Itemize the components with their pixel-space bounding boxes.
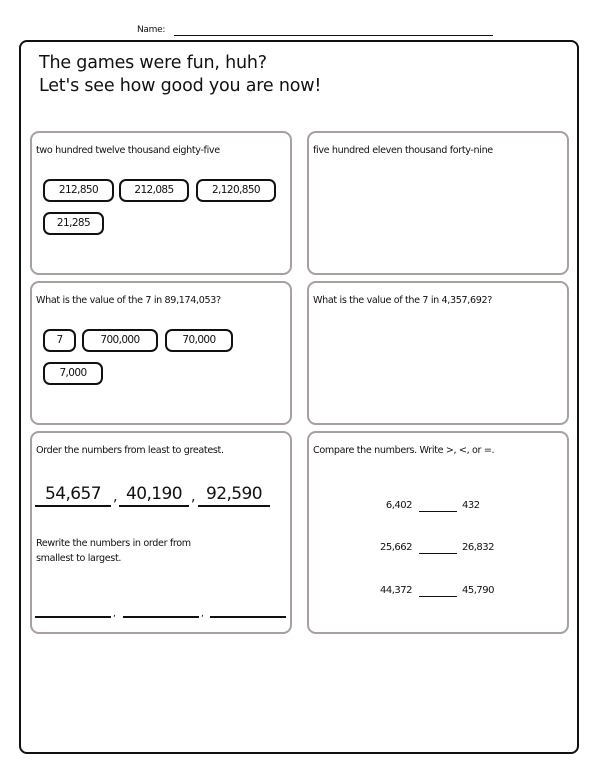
question-prompt: five hundred eleven thousand forty-nine bbox=[313, 145, 493, 156]
panel-compare bbox=[307, 431, 569, 634]
answer-option[interactable]: 212,085 bbox=[119, 179, 189, 202]
answer-option[interactable]: 7,000 bbox=[43, 362, 103, 385]
compare-row bbox=[309, 500, 567, 514]
answer-option[interactable]: 212,850 bbox=[43, 179, 114, 202]
question-prompt: Compare the numbers. Write >, <, or =. bbox=[313, 445, 495, 456]
compare-left-number: 25,662 bbox=[380, 542, 412, 553]
title-line-2: Let's see how good you are now! bbox=[39, 76, 322, 96]
question-prompt: What is the value of the 7 in 4,357,692? bbox=[313, 295, 492, 306]
question-prompt: two hundred twelve thousand eighty-five bbox=[36, 145, 220, 156]
panel-word-to-number-1 bbox=[30, 131, 292, 275]
panel-ordering bbox=[30, 431, 292, 634]
answer-blank[interactable] bbox=[35, 616, 111, 618]
panel-place-value-2 bbox=[307, 281, 569, 425]
answer-blank[interactable] bbox=[210, 616, 286, 618]
rewrite-line-1: Rewrite the numbers in order from bbox=[36, 538, 191, 549]
compare-right-number: 26,832 bbox=[462, 542, 494, 553]
answer-option[interactable]: 2,120,850 bbox=[196, 179, 276, 202]
compare-blank[interactable] bbox=[419, 596, 457, 597]
panel-word-to-number-2 bbox=[307, 131, 569, 275]
compare-row bbox=[309, 542, 567, 556]
answer-option[interactable]: 21,285 bbox=[43, 212, 104, 235]
answer-option[interactable]: 700,000 bbox=[82, 329, 158, 352]
order-number: 92,590 bbox=[198, 483, 270, 507]
rewrite-line-2: smallest to largest. bbox=[36, 553, 122, 564]
order-comma: , bbox=[113, 489, 118, 505]
answer-comma: , bbox=[113, 609, 116, 619]
compare-left-number: 6,402 bbox=[385, 500, 412, 511]
title-line-1: The games were fun, huh? bbox=[39, 53, 267, 73]
answer-blank[interactable] bbox=[123, 616, 199, 618]
name-input-line[interactable] bbox=[174, 35, 493, 36]
compare-right-number: 432 bbox=[462, 500, 480, 511]
name-label: Name: bbox=[137, 25, 166, 35]
order-comma: , bbox=[191, 489, 196, 505]
compare-blank[interactable] bbox=[419, 511, 457, 512]
compare-right-number: 45,790 bbox=[462, 585, 494, 596]
order-number: 40,190 bbox=[119, 483, 189, 507]
question-prompt: Order the numbers from least to greatest. bbox=[36, 445, 224, 456]
compare-blank[interactable] bbox=[419, 553, 457, 554]
rewrite-instructions bbox=[36, 536, 191, 566]
answer-option[interactable]: 7 bbox=[43, 329, 76, 352]
order-number: 54,657 bbox=[35, 483, 111, 507]
compare-row bbox=[309, 585, 567, 599]
answer-comma: , bbox=[201, 609, 204, 619]
answer-option[interactable]: 70,000 bbox=[165, 329, 233, 352]
worksheet-title bbox=[39, 52, 321, 98]
question-prompt: What is the value of the 7 in 89,174,053? bbox=[36, 295, 221, 306]
compare-left-number: 44,372 bbox=[380, 585, 412, 596]
panel-place-value-1 bbox=[30, 281, 292, 425]
